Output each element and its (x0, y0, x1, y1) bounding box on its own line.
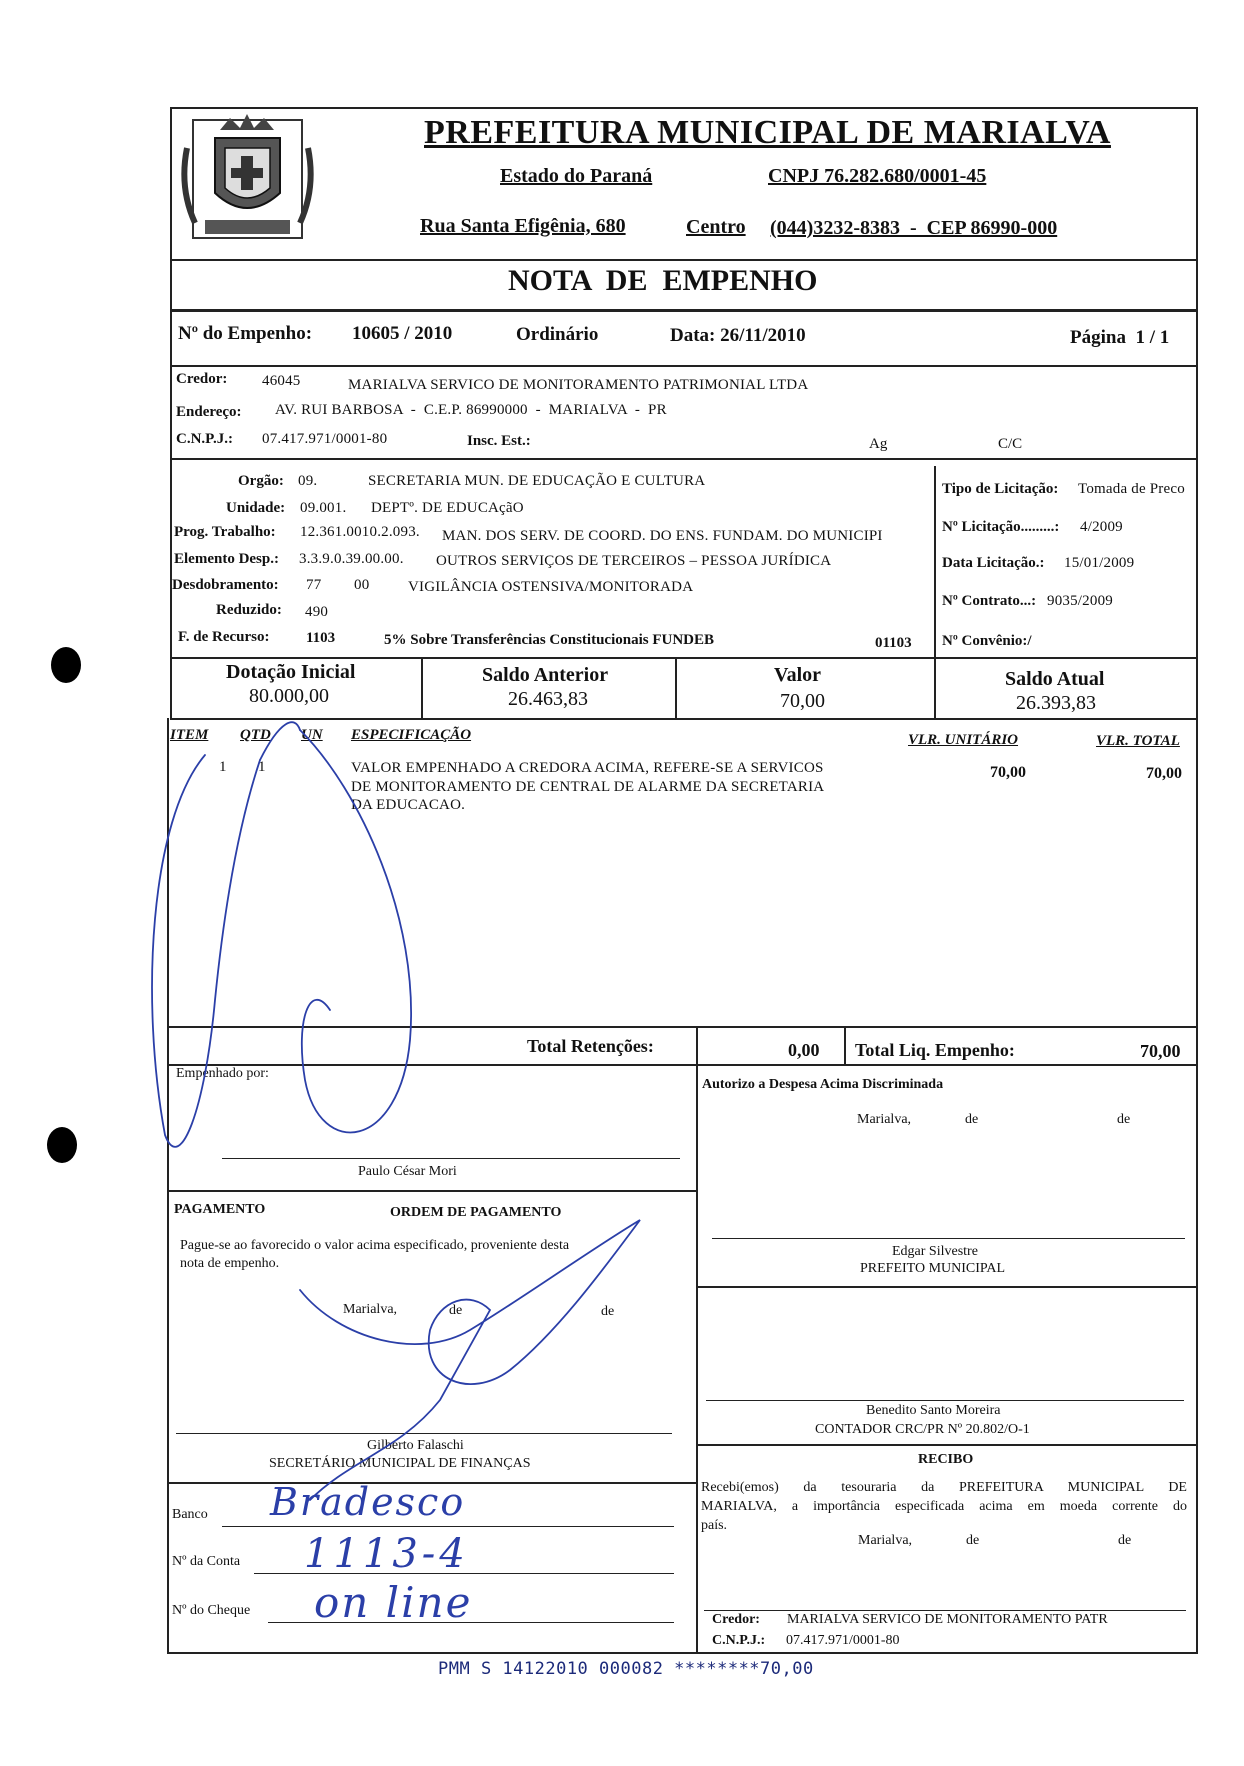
institution-title: PREFEITURA MUNICIPAL DE MARIALVA (424, 114, 1111, 151)
contrato-label: Nº Contrato...: (942, 593, 1037, 609)
page-number: Página 1 / 1 (1070, 327, 1170, 348)
insc-est-label: Insc. Est.: (467, 433, 531, 449)
secretario-name: Gilberto Falaschi (367, 1438, 464, 1453)
address-label: Endereço: (176, 404, 242, 420)
credor-code: 46045 (262, 373, 301, 389)
item-total-value: 70,00 (1146, 765, 1182, 782)
col-qtd: QTD (240, 727, 271, 743)
contador-role: CONTADOR CRC/PR Nº 20.802/O-1 (815, 1422, 1030, 1437)
credor-address: AV. RUI BARBOSA - C.E.P. 86990000 - MARIALVA - PR (275, 402, 667, 418)
recibo-de2: de (1118, 1533, 1132, 1548)
pagamento-text-line1: Pague-se ao favorecido o valor acima especificado, proveniente desta (180, 1238, 570, 1253)
signature-loop-large (152, 755, 260, 1147)
ag-label: Ag (869, 436, 888, 452)
payment-stamp: PMM S 14122010 000082 ********70,00 (438, 1659, 814, 1679)
col-vlr-total: VLR. TOTAL (1096, 733, 1180, 749)
elemento-name: OUTROS SERVIÇOS DE TERCEIROS – PESSOA JURÍDICA (436, 553, 832, 569)
orgao-name: SECRETARIA MUN. DE EDUCAÇÃO E CULTURA (368, 473, 706, 489)
recibo-text-line1: Recebi(emos) da tesouraria da PREFEITURA MUNICIPAL DE (701, 1480, 1187, 1495)
liquido-label: Total Liq. Empenho: (855, 1040, 1015, 1060)
ordem-pagamento-label: ORDEM DE PAGAMENTO (390, 1205, 562, 1220)
recibo-text-line3: país. (701, 1518, 728, 1533)
numero-licitacao-value: 4/2009 (1080, 519, 1123, 535)
recibo-de1: de (966, 1533, 980, 1548)
data-licitacao-label: Data Licitação.: (942, 555, 1045, 571)
dotacao-value: 80.000,00 (249, 685, 329, 707)
item-description-line3: DA EDUCACAO. (351, 797, 466, 813)
valor-value: 70,00 (780, 690, 825, 712)
recurso-extra: 01103 (875, 635, 912, 651)
data-licitacao-value: 15/01/2009 (1064, 555, 1135, 571)
conta-handwritten: 1113-4 (304, 1531, 469, 1577)
prog-trabalho-label: Prog. Trabalho: (174, 524, 276, 540)
saldo-anterior-value: 26.463,83 (508, 688, 588, 710)
credor-cnpj: 07.417.971/0001-80 (262, 431, 388, 447)
recibo-cnpj-label: C.N.P.J.: (712, 1633, 766, 1648)
col-un: UN (301, 727, 323, 743)
elemento-code: 3.3.9.0.39.00.00. (299, 551, 404, 567)
desdobramento-name: VIGILÂNCIA OSTENSIVA/MONITORADA (408, 579, 694, 595)
prefeito-role: PREFEITO MUNICIPAL (860, 1261, 1006, 1276)
reduzido-label: Reduzido: (216, 602, 282, 618)
prefeito-name: Edgar Silvestre (892, 1244, 978, 1259)
numero-licitacao-label: Nº Licitação.........: (942, 519, 1060, 535)
header-phone-cep: (044)3232-8383 - CEP 86990-000 (770, 217, 1058, 239)
credor-cnpj-label: C.N.P.J.: (176, 431, 233, 447)
header-cnpj: CNPJ 76.282.680/0001-45 (768, 165, 987, 187)
secretario-role: SECRETÁRIO MUNICIPAL DE FINANÇAS (269, 1456, 531, 1471)
col-vlr-unitario: VLR. UNITÁRIO (908, 732, 1019, 748)
tipo-licitacao-value: Tomada de Preco (1078, 481, 1185, 497)
item-description-line1: VALOR EMPENHADO A CREDORA ACIMA, REFERE-SE A SERVICOS (351, 760, 824, 776)
recibo-text-line2: MARIALVA, a importância especificada acima em moeda corrente do (701, 1499, 1187, 1514)
recurso-code: 1103 (306, 630, 336, 646)
conta-label: Nº da Conta (172, 1554, 241, 1569)
col-item: ITEM (170, 727, 209, 743)
liquido-value: 70,00 (1140, 1041, 1181, 1061)
recurso-name: 5% Sobre Transferências Constitucionais FUNDEB (384, 632, 715, 648)
contrato-value: 9035/2009 (1047, 593, 1113, 609)
empenhado-label: Empenhado por: (176, 1066, 269, 1081)
prog-trabalho-name: MAN. DOS SERV. DE COORD. DO ENS. FUNDAM. DO MUNICIPI (442, 528, 883, 544)
unidade-label: Unidade: (226, 500, 286, 516)
recurso-label: F. de Recurso: (178, 629, 270, 645)
desdobramento-label: Desdobramento: (172, 577, 279, 593)
signature-pagamento (300, 1220, 640, 1500)
pagamento-label: PAGAMENTO (174, 1202, 266, 1217)
unidade-code: 09.001. (300, 500, 347, 516)
item-description-line2: DE MONITORAMENTO DE CENTRAL DE ALARME DA SECRETARIA (351, 779, 825, 795)
empenho-number-label: Nº do Empenho: (178, 323, 313, 344)
item-qtd: 1 (258, 759, 266, 775)
pagamento-place: Marialva, (343, 1302, 398, 1317)
desdobramento-sub: 00 (354, 577, 370, 593)
unidade-name: DEPTº. DE EDUCAçãO (371, 500, 524, 516)
cheque-label: Nº do Cheque (172, 1603, 251, 1618)
autorizo-de1: de (965, 1112, 979, 1127)
item-number: 1 (219, 759, 227, 775)
reduzido-value: 490 (305, 604, 329, 620)
empenho-number: 10605 / 2010 (352, 323, 453, 344)
header-district: Centro (686, 216, 746, 238)
col-especificacao: ESPECIFICAÇÃO (351, 727, 472, 743)
valor-label: Valor (774, 664, 822, 686)
tipo-licitacao-label: Tipo de Licitação: (942, 481, 1059, 497)
retencoes-value: 0,00 (788, 1040, 820, 1060)
orgao-code: 09. (298, 473, 318, 489)
pagamento-de1: de (449, 1303, 463, 1318)
document-title: NOTA DE EMPENHO (508, 264, 818, 297)
dotacao-label: Dotação Inicial (226, 661, 356, 683)
empenhado-signer: Paulo César Mori (358, 1164, 457, 1179)
header-address: Rua Santa Efigênia, 680 (420, 215, 626, 237)
pagamento-de2: de (601, 1304, 615, 1319)
elemento-label: Elemento Desp.: (174, 551, 279, 567)
recibo-label: RECIBO (918, 1452, 974, 1467)
autorizo-place: Marialva, (857, 1112, 912, 1127)
prog-trabalho-code: 12.361.0010.2.093. (300, 524, 420, 540)
state-name: Estado do Paraná (500, 165, 653, 187)
contador-name: Benedito Santo Moreira (866, 1403, 1001, 1418)
retencoes-label: Total Retenções: (527, 1036, 654, 1056)
cc-label: C/C (998, 436, 1023, 452)
pagamento-text-line2: nota de empenho. (180, 1256, 280, 1271)
credor-label: Credor: (176, 371, 228, 387)
saldo-atual-value: 26.393,83 (1016, 692, 1096, 714)
orgao-label: Orgão: (238, 473, 284, 489)
credor-name: MARIALVA SERVICO DE MONITORAMENTO PATRIMONIAL LTDA (348, 377, 809, 393)
cheque-handwritten: on line (314, 1578, 473, 1627)
recibo-place: Marialva, (858, 1533, 913, 1548)
autorizo-label: Autorizo a Despesa Acima Discriminada (702, 1077, 944, 1092)
recibo-credor-name: MARIALVA SERVICO DE MONITORAMENTO PATR (787, 1612, 1108, 1627)
recibo-credor-label: Credor: (712, 1612, 760, 1627)
autorizo-de2: de (1117, 1112, 1131, 1127)
item-unit-value: 70,00 (990, 764, 1026, 781)
saldo-anterior-label: Saldo Anterior (482, 664, 609, 686)
recibo-cnpj-value: 07.417.971/0001-80 (786, 1633, 900, 1648)
banco-handwritten: Bradesco (270, 1480, 466, 1524)
empenho-type: Ordinário (516, 324, 599, 345)
signature-loop-right (300, 730, 411, 1132)
convenio-label: Nº Convênio:/ (942, 633, 1032, 649)
saldo-atual-label: Saldo Atual (1005, 668, 1105, 690)
banco-label: Banco (172, 1507, 208, 1522)
empenho-date: Data: 26/11/2010 (670, 325, 806, 346)
desdobramento-code: 77 (306, 577, 322, 593)
